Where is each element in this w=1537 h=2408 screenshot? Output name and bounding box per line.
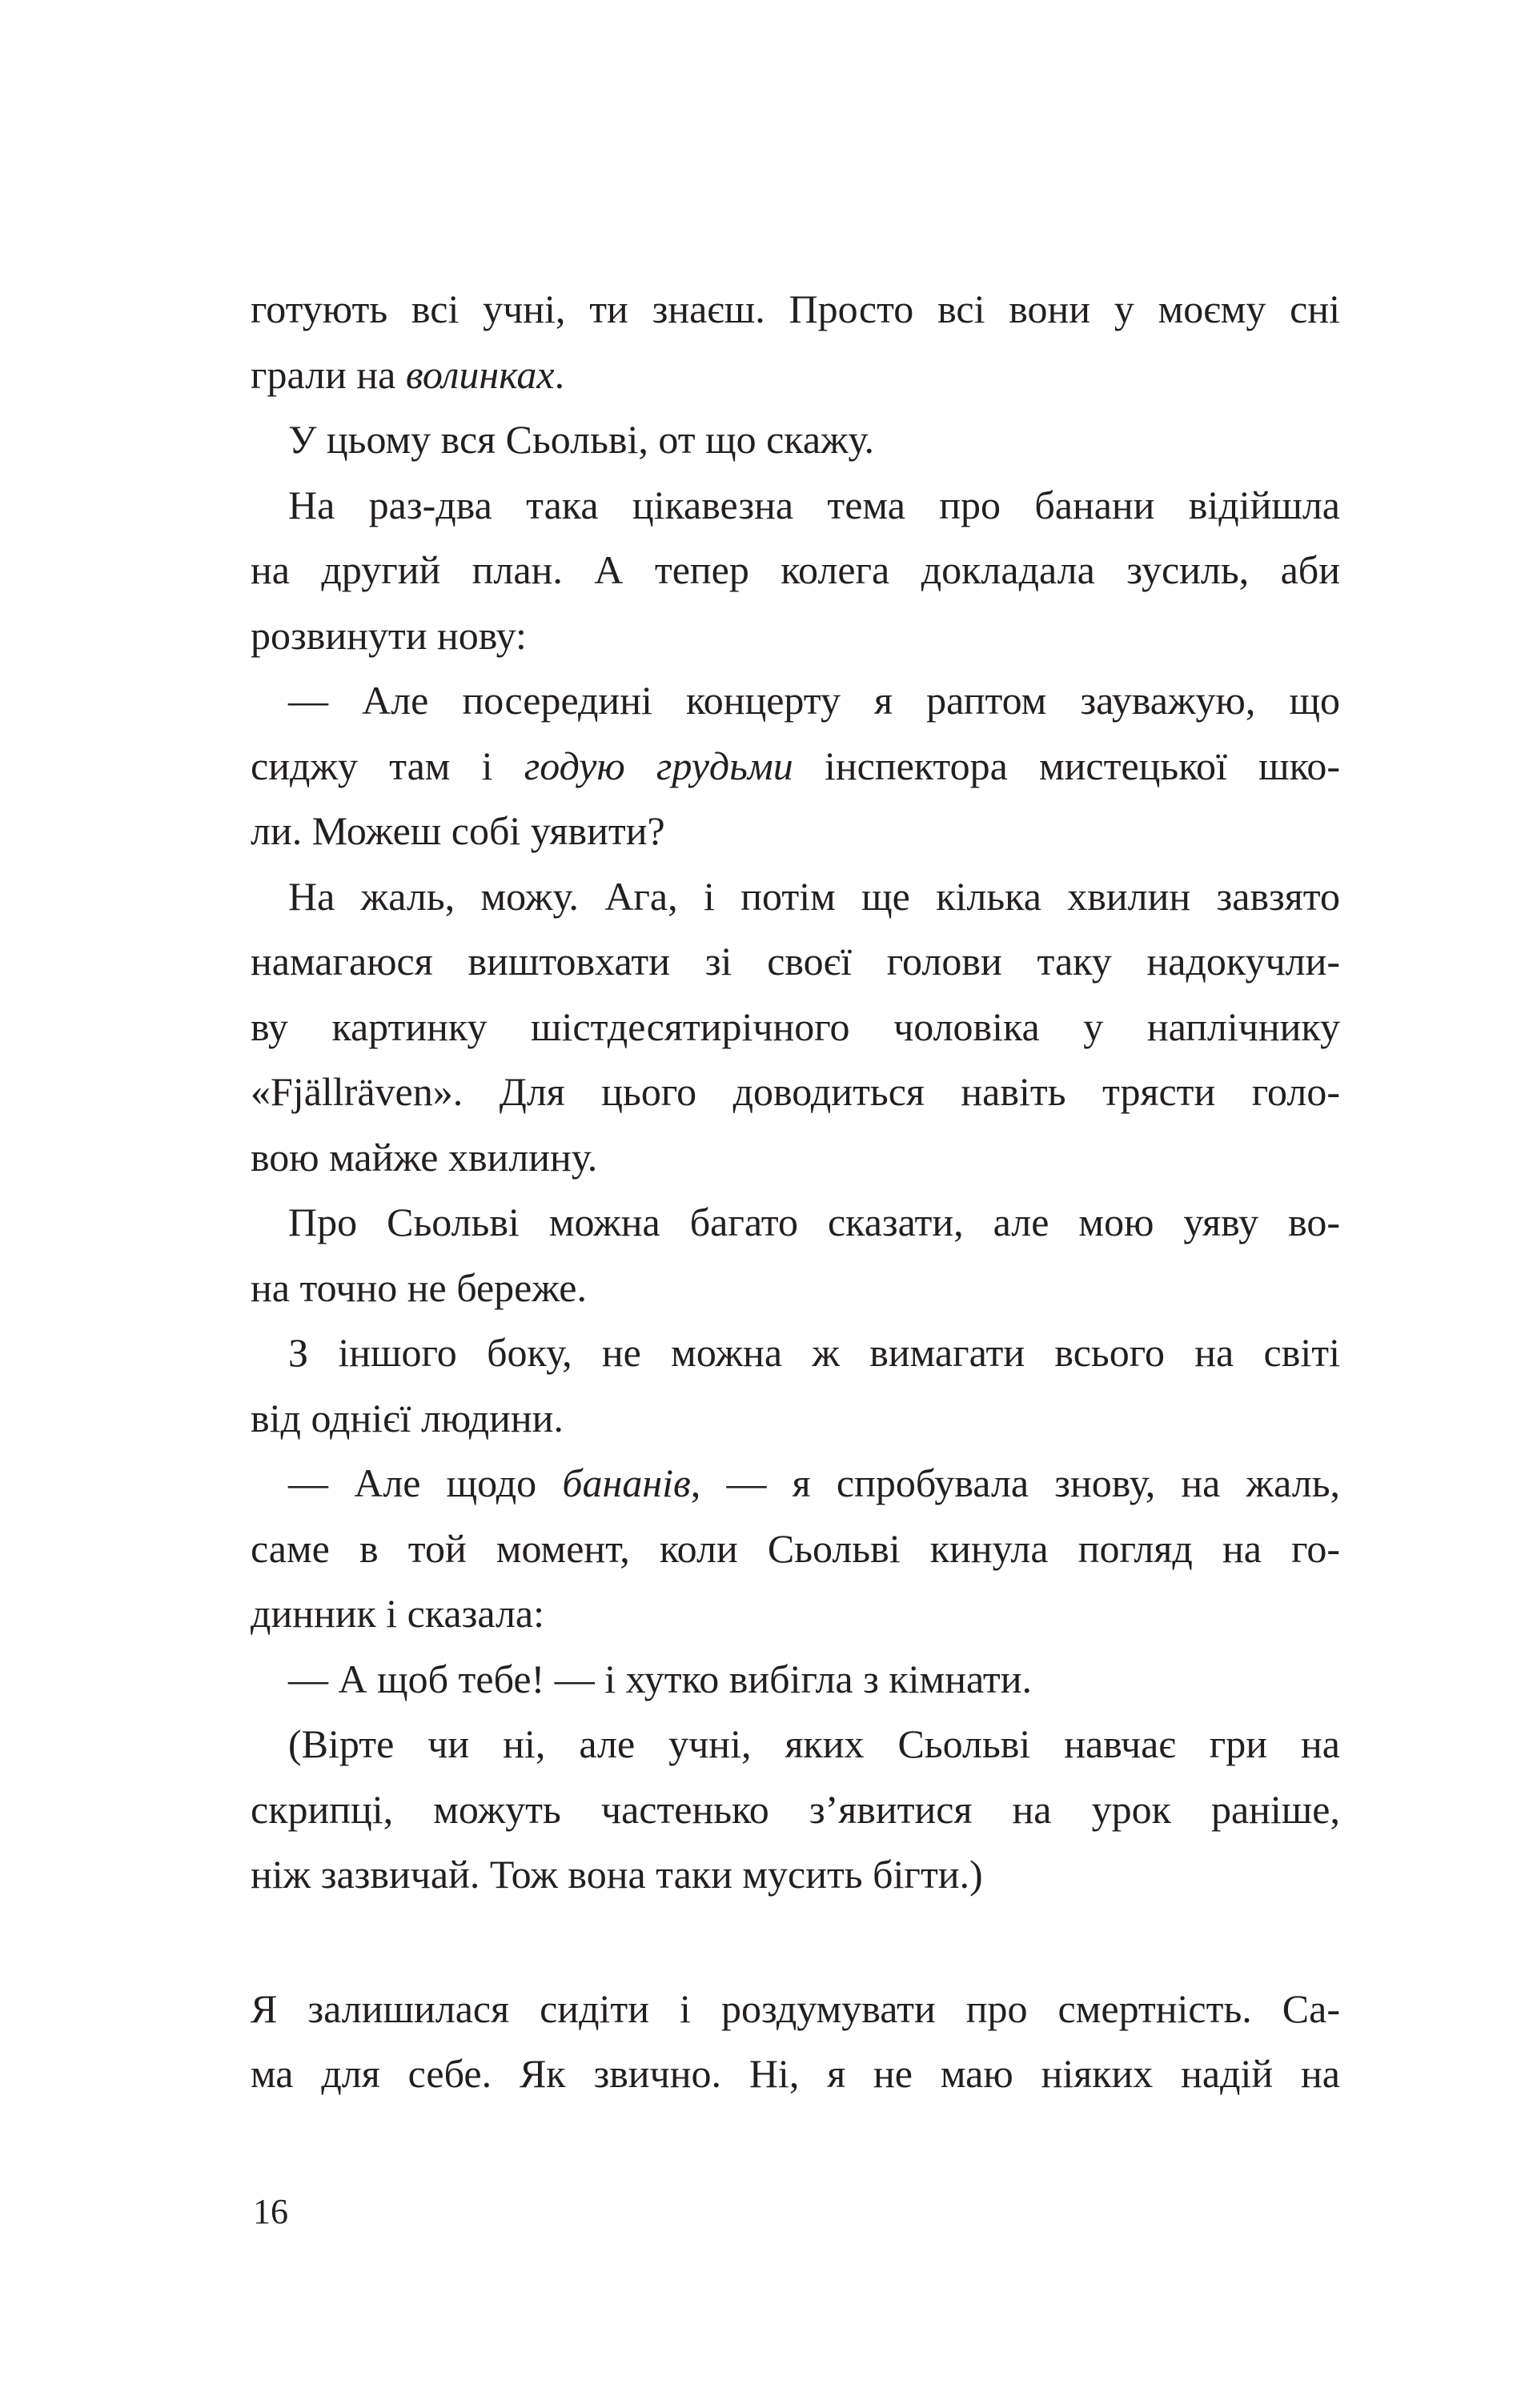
text-line xyxy=(251,1712,1340,1777)
text-line xyxy=(251,1256,1340,1321)
text-line xyxy=(251,864,1340,930)
text-line xyxy=(251,1842,1340,1908)
body-text xyxy=(251,277,1340,2107)
text-span: — А щоб тебе! — і хутко вибігла з кімнати. xyxy=(288,1656,1032,1701)
italic-text: волинках xyxy=(405,351,555,397)
text-span: «Fjällräven». Для цього доводиться навіть трясти голо- xyxy=(251,1069,1340,1114)
text-span: — Але посередині концерту я раптом зауважую, що xyxy=(288,678,1340,723)
text-line xyxy=(251,1386,1340,1452)
text-span: розвинути нову: xyxy=(251,612,527,658)
page-number: 16 xyxy=(253,2192,288,2231)
text-span: від однієї людини. xyxy=(251,1395,564,1440)
text-span: ніж зазвичай. Тож вона таки мусить бігти.) xyxy=(251,1852,983,1897)
text-line xyxy=(251,929,1340,995)
text-line xyxy=(251,1320,1340,1386)
text-line xyxy=(251,1190,1340,1256)
text-span: сиджу там і xyxy=(251,743,524,788)
text-span: У цьому вся Сьольві, от що скажу. xyxy=(288,417,875,462)
italic-text: бананів xyxy=(562,1460,691,1505)
text-line xyxy=(251,668,1340,734)
text-span: інспектора мистецької шко- xyxy=(793,743,1340,788)
text-line xyxy=(251,1451,1340,1517)
text-line xyxy=(251,799,1340,864)
text-span: ма для себе. Як звично. Ні, я не маю ніяких надій на xyxy=(251,2051,1340,2096)
text-line xyxy=(251,1125,1340,1191)
text-span: ву картинку шістдесятирічного чоловіка у наплічнику xyxy=(251,1004,1340,1049)
text-line xyxy=(251,2041,1340,2107)
text-span: на другий план. А тепер колега докладала зусиль, аби xyxy=(251,547,1340,592)
text-span: З іншого боку, не можна ж вимагати всього на світі xyxy=(288,1330,1340,1375)
text-span: грали на xyxy=(251,351,406,397)
text-span: На жаль, можу. Ага, і потім ще кілька хвилин завзято xyxy=(288,873,1340,919)
text-span: , — я спробувала знову, на жаль, xyxy=(690,1460,1340,1505)
text-span: . xyxy=(554,351,565,397)
text-line xyxy=(251,407,1340,473)
text-line xyxy=(251,1060,1340,1125)
italic-text: годую грудьми xyxy=(524,743,793,788)
text-line xyxy=(251,343,1340,408)
text-line xyxy=(251,1647,1340,1713)
text-line xyxy=(251,1977,1340,2042)
text-span: Про Сьольві можна багато сказати, але мою уяву во- xyxy=(288,1200,1340,1244)
text-line xyxy=(251,473,1340,539)
text-span: — Але щодо xyxy=(288,1460,563,1505)
section-break xyxy=(251,1908,1340,1977)
text-span: (Вірте чи ні, але учні, яких Сьольві навчає гри на xyxy=(288,1721,1340,1766)
text-line xyxy=(251,1777,1340,1843)
text-span: Я залишилася сидіти і роздумувати про смертність. Са- xyxy=(251,1985,1340,2031)
text-line xyxy=(251,538,1340,603)
text-line xyxy=(251,1581,1340,1647)
text-span: На раз-два така цікавезна тема про банани відійшла xyxy=(288,482,1340,527)
text-span: готують всі учні, ти знаєш. Просто всі вони у моєму сні xyxy=(251,286,1340,331)
text-line xyxy=(251,734,1340,799)
text-span: намагаюся виштовхати зі своєї голови таку надокучли- xyxy=(251,939,1340,984)
text-line xyxy=(251,1517,1340,1582)
text-line xyxy=(251,277,1340,343)
text-span: ли. Можеш собі уявити? xyxy=(251,808,665,853)
text-span: скрипці, можуть частенько з’явитися на урок раніше, xyxy=(251,1786,1340,1832)
text-span: на точно не береже. xyxy=(251,1264,587,1310)
text-span: саме в той момент, коли Сьольві кинула погляд на го- xyxy=(251,1525,1340,1571)
text-line xyxy=(251,603,1340,669)
text-line xyxy=(251,995,1340,1060)
text-span: вою майже хвилину. xyxy=(251,1134,598,1180)
text-span: динник і сказала: xyxy=(251,1591,544,1636)
